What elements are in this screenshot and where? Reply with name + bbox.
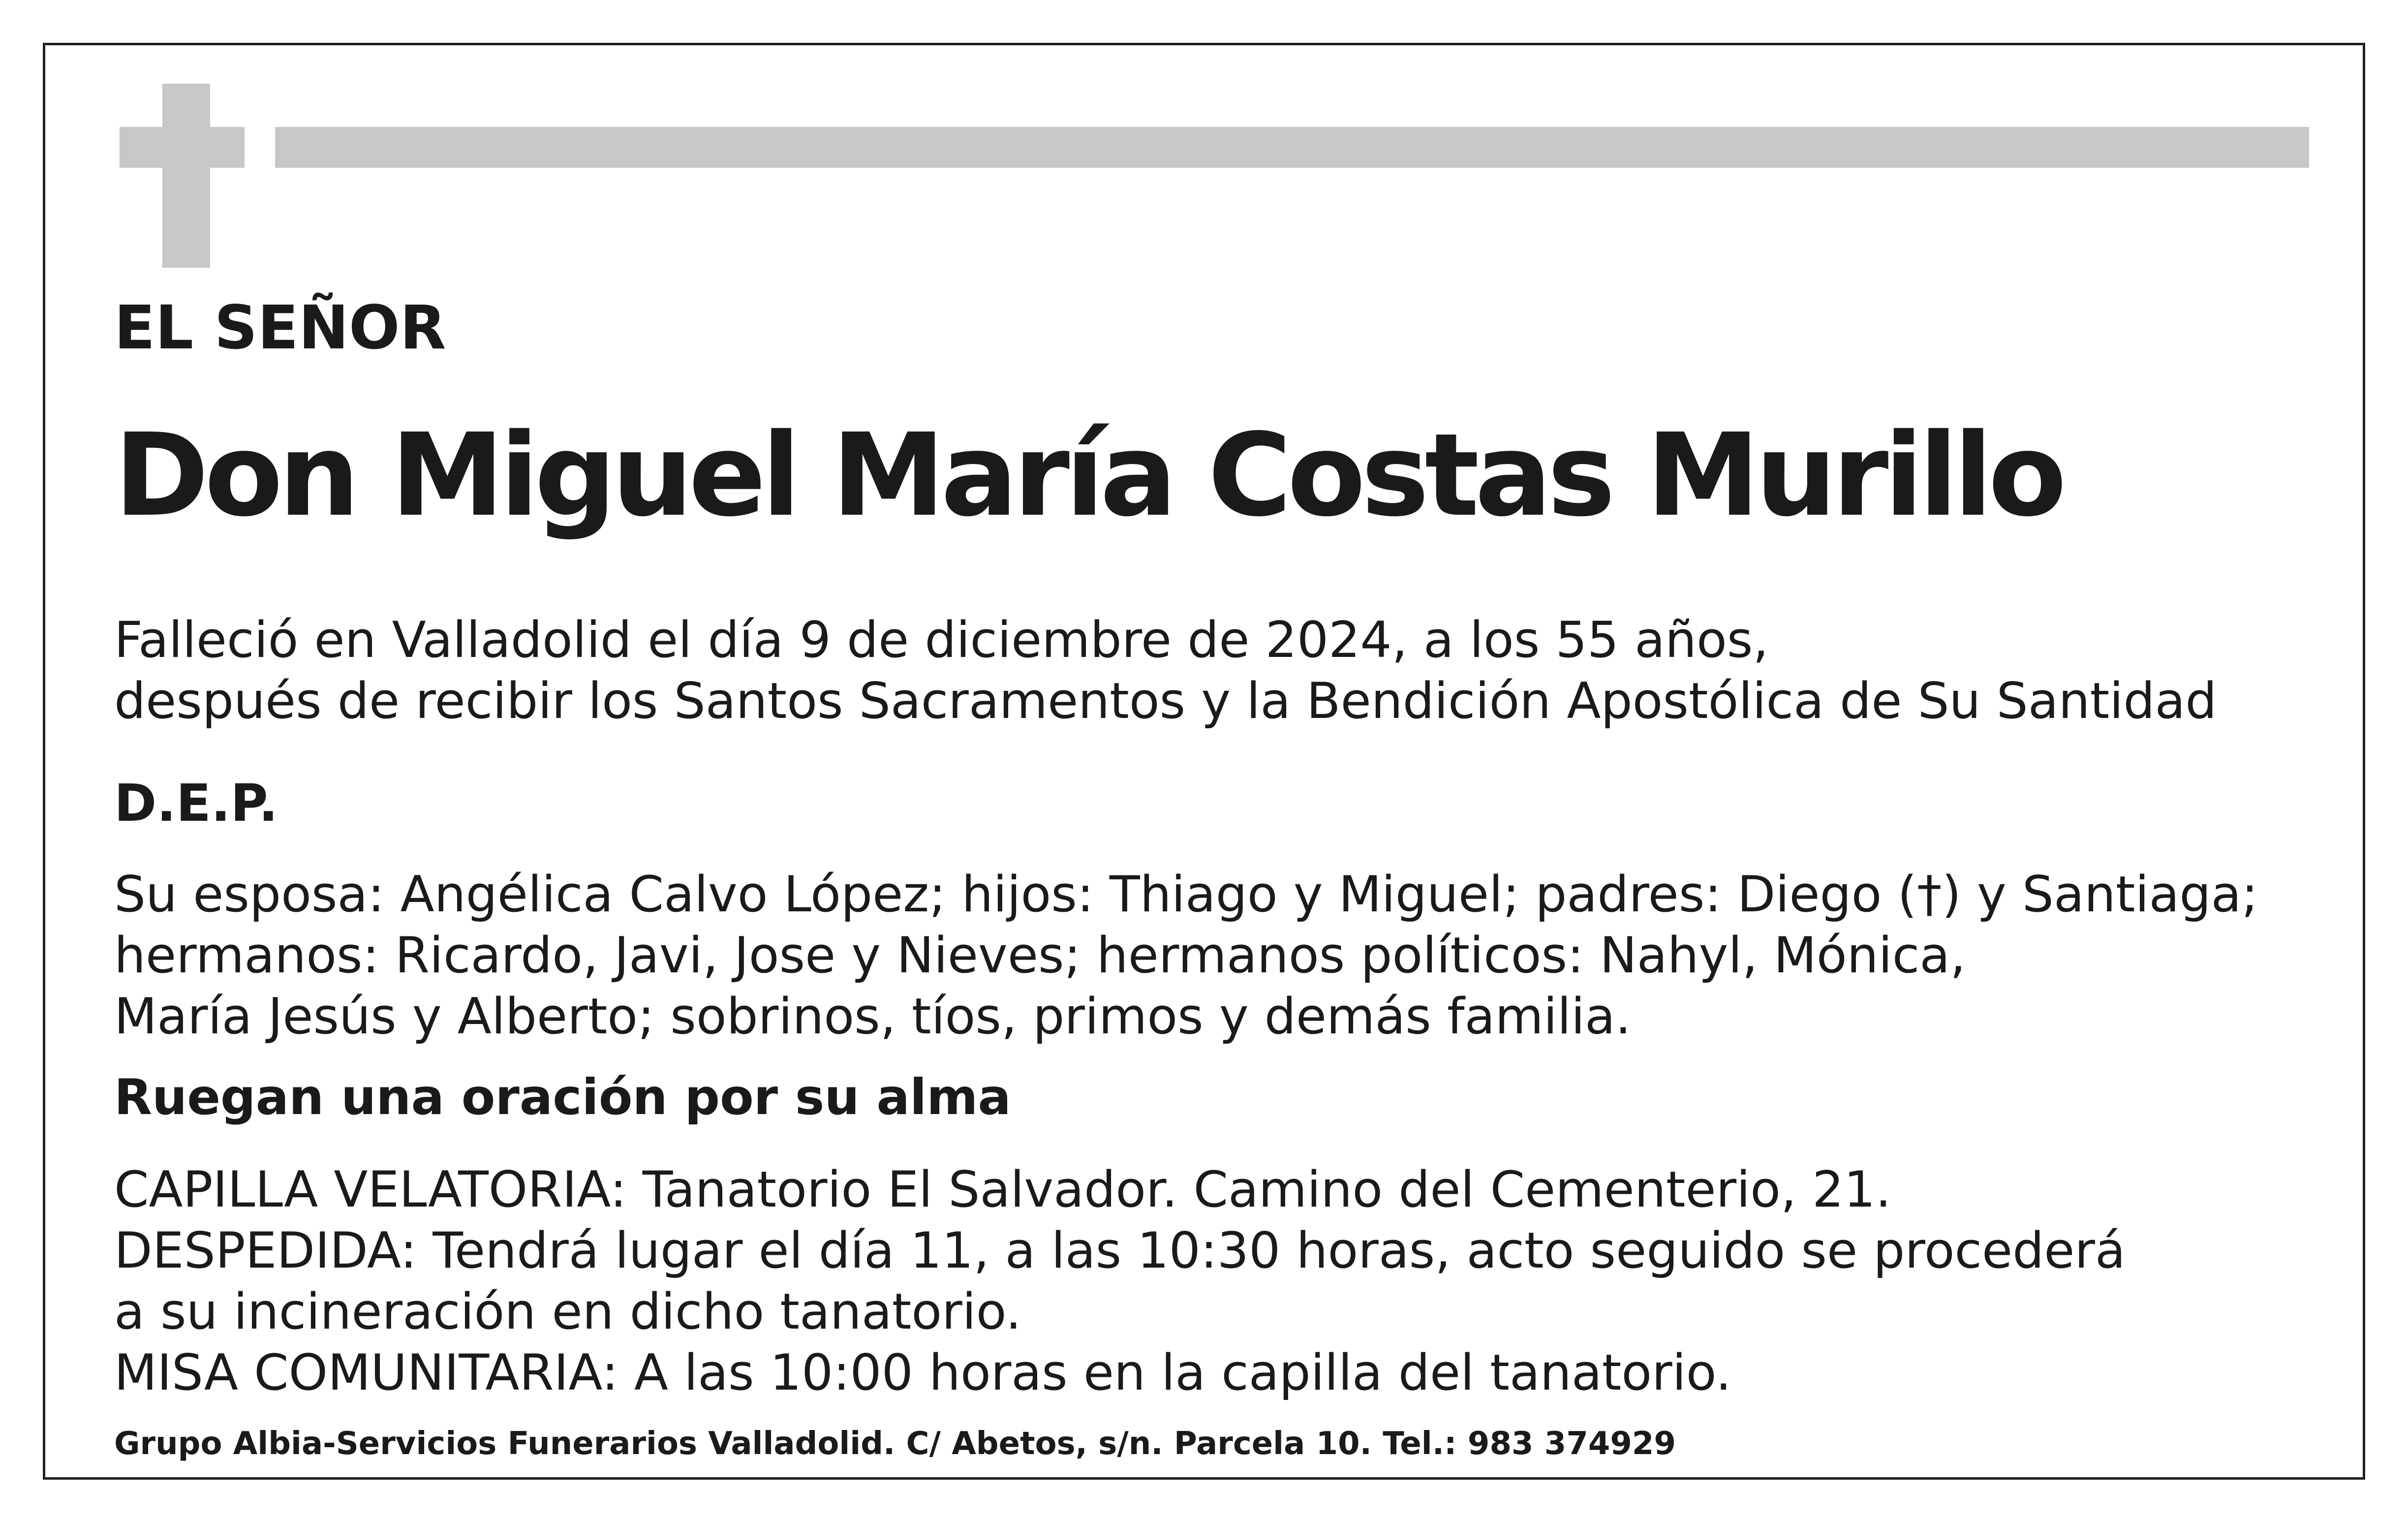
death-notice-line: después de recibir los Santos Sacramentos y la Bendición Apostólica de Su Santidad	[114, 672, 2217, 730]
services-line: MISA COMUNITARIA: A las 10:00 horas en la capilla del tanatorio.	[114, 1343, 1731, 1401]
family-line: hermanos: Ricardo, Javi, Jose y Nieves; hermanos políticos: Nahyl, Mónica,	[114, 926, 1966, 984]
honorific: EL SEÑOR	[114, 293, 446, 363]
services-line: DESPEDIDA: Tendrá lugar el día 11, a las 10:30 horas, acto seguido se procederá	[114, 1221, 2126, 1279]
cross-vertical-beam	[162, 84, 210, 268]
header-rule	[275, 127, 2309, 168]
family-line: María Jesús y Alberto; sobrinos, tíos, primos y demás familia.	[114, 987, 1632, 1045]
family-list	[114, 864, 2258, 1047]
prayer-request: Ruegan una oración por su alma	[114, 1068, 1011, 1126]
cross-horizontal-beam	[120, 127, 245, 168]
funeral-home-footer: Grupo Albia-Servicios Funerarios Valladolid. C/ Abetos, s/n. Parcela 10. Tel.: 983 374929	[114, 1426, 1676, 1462]
dep-abbreviation: D.E.P.	[114, 773, 278, 833]
family-line: Su esposa: Angélica Calvo López; hijos: Thiago y Miguel; padres: Diego (†) y Santiaga;	[114, 865, 2258, 923]
deceased-name: Don Miguel María Costas Murillo	[114, 409, 2063, 542]
services-line: CAPILLA VELATORIA: Tanatorio El Salvador. Camino del Cementerio, 21.	[114, 1160, 1891, 1218]
services-line: a su incineración en dicho tanatorio.	[114, 1282, 1021, 1340]
death-notice	[114, 609, 2217, 731]
services-info	[114, 1159, 2126, 1403]
death-notice-line: Falleció en Valladolid el día 9 de diciembre de 2024, a los 55 años,	[114, 611, 1769, 669]
